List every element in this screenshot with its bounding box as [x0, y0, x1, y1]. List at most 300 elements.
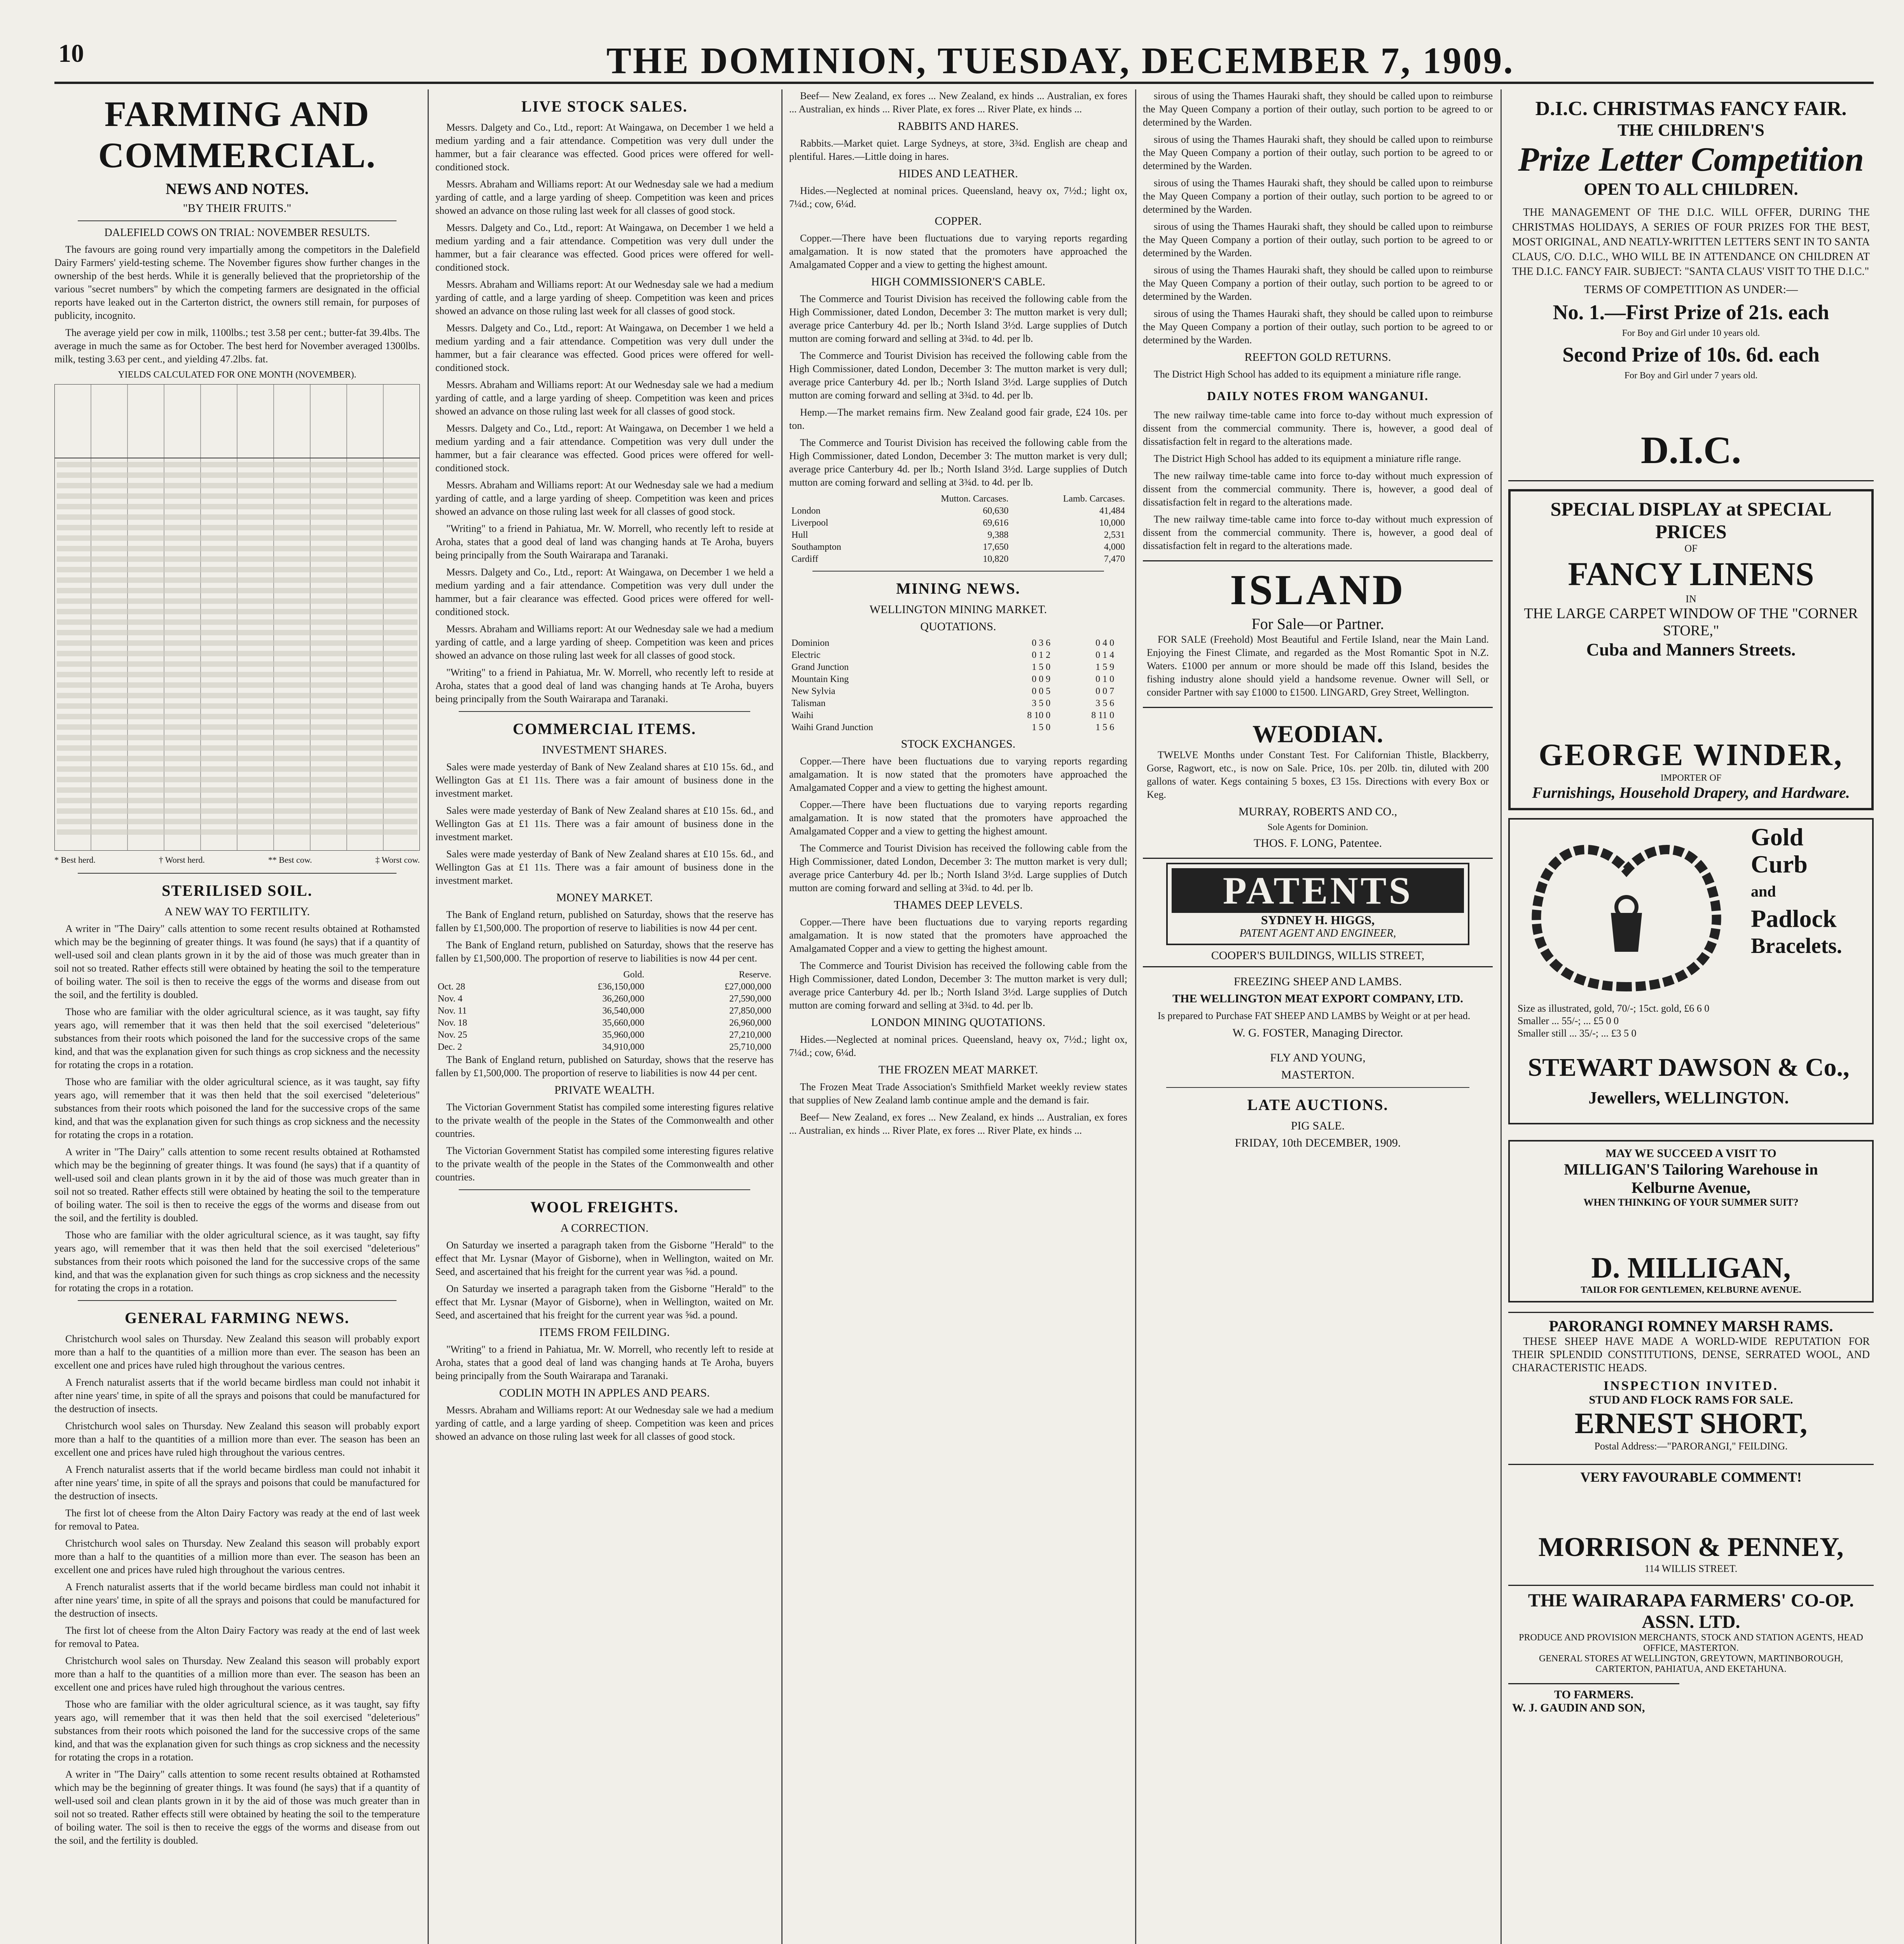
article-paragraph: Sales were made yesterday of Bank of New Zealand shares at £10 15s. 6d., and Wellington Gas at £1 11s. There was a fair amount of business done in the investment market.: [435, 761, 774, 799]
ad-text: THE LARGE CARPET WINDOW OF THE "CORNER STORE,": [1524, 605, 1858, 639]
morrison-ad: [1508, 1464, 1874, 1579]
table-row: [57, 672, 417, 677]
ad-headline: FANCY LINENS: [1568, 555, 1814, 593]
subheading: NEWS AND NOTES.: [166, 180, 309, 198]
article-paragraph: Messrs. Abraham and Williams report: At our Wednesday sale we had a medium yarding of cattle, and a large yarding of sheep. Competition was keen and prices showed an advance on those ruling last week for all classes of good stock.: [435, 1404, 774, 1442]
divider: [459, 1189, 750, 1190]
divider: [78, 873, 397, 874]
article-paragraph: Messrs. Abraham and Williams report: At our Wednesday sale we had a medium yarding of cattle, and a large yarding of sheep. Competition was keen and prices showed an advance on those ruling last week for all classes of good stock.: [435, 479, 774, 517]
ad-title: FLY AND YOUNG,: [1270, 1051, 1366, 1064]
article-paragraph: The Victorian Government Statist has compiled some interesting figures relative to the private wealth of the people in the States of the Commonwealth and other countries.: [435, 1101, 774, 1139]
price-line: Smaller still ... 35/-; ... £3 5 0: [1518, 1028, 1637, 1039]
table-row: [57, 504, 417, 509]
gold-table: [435, 969, 774, 1053]
ad-name: ERNEST SHORT,: [1574, 1407, 1808, 1440]
dic-ad: [1508, 89, 1874, 481]
table-row: [57, 514, 417, 520]
table-row: [57, 640, 417, 646]
table-row: [57, 766, 417, 772]
article-paragraph: The Commerce and Tourist Division has received the following cable from the High Commissioner, dated London, December 3: The mutton market is very dull; average price Canterbury 4d. per lb.; North Island 3½d. Large supplies of Dutch mutton are coming forward and selling at 3¾d. to 4d. per lb.: [789, 960, 1127, 1011]
weodian-ad: [1143, 716, 1493, 859]
article-paragraph: Hemp.—The market remains firm. New Zealand good fair grade, £24 10s. per ton.: [789, 407, 1127, 431]
article-paragraph: The Bank of England return, published on Saturday, shows that the reserve has fallen by £1,500,000. The proportion of reserve to liabilities is now 44 per cent.: [435, 909, 774, 934]
table-cell: [1116, 722, 1127, 734]
article-paragraph: A French naturalist asserts that if the world became birdless man could not inhabit it after nine years' time, in spite of all the sprays and poisons that could be manufactured for the destruction of insects.: [54, 1464, 420, 1502]
table-row: [57, 735, 417, 740]
ad-line: MAY WE SUCCEED A VISIT TO: [1605, 1147, 1776, 1160]
table-cell: [1116, 710, 1127, 722]
table-row: [57, 829, 417, 835]
ad-title: SPECIAL DISPLAY at SPECIAL PRICES: [1550, 498, 1832, 542]
article-subtitle: A CORRECTION.: [560, 1222, 649, 1234]
ad-subtitle: For Sale—or Partner.: [1251, 615, 1384, 633]
article-paragraph: Christchurch wool sales on Thursday. New Zealand this season will probably export more than a half to the quantities of a million more than ever. The season has been an excellent one and prices have ruled high throughout the various centres.: [54, 1655, 420, 1693]
article-paragraph: Those who are familiar with the older agricultural science, as it was taught, say fifty years ago, will remember that it was then held that the soil exercised "deleterious" substances from their roots which poisoned the land for the successive crops of the same kind, and that was the explanation given for such things as crop sickness and the necessity for rotating the crops in a rotation.: [54, 1229, 420, 1294]
ad-terms: TERMS OF COMPETITION AS UNDER:—: [1584, 283, 1798, 296]
table-cell: 0 1 0: [1095, 674, 1114, 684]
table-row: [789, 637, 1127, 649]
ad-title: D.I.C. CHRISTMAS FANCY FAIR.: [1535, 98, 1847, 120]
ad-word: Curb: [1751, 850, 1808, 878]
ad-company: THE WELLINGTON MEAT EXPORT COMPANY, LTD.: [1172, 992, 1463, 1005]
article-paragraph: Christchurch wool sales on Thursday. New Zealand this season will probably export more than a half to the quantities of a million more than ever. The season has been an excellent one and prices have ruled high throughout the various centres.: [54, 1538, 420, 1575]
table-cell: 27,850,000: [729, 1006, 771, 1016]
article-paragraph: Those who are familiar with the older agricultural science, as it was taught, say fifty years ago, will remember that it was then held that the soil exercised "deleterious" substances from their roots which poisoned the land for the successive crops of the same kind, and that was the explanation given for such things as crop sickness and the necessity for rotating the crops in a rotation.: [54, 1006, 420, 1070]
article-paragraph: Those who are familiar with the older agricultural science, as it was taught, say fifty years ago, will remember that it was then held that the soil exercised "deleterious" substances from their roots which poisoned the land for the successive crops of the same kind, and that was the explanation given for such things as crop sickness and the necessity for rotating the crops in a rotation.: [54, 1699, 420, 1763]
article-paragraph: Copper.—There have been fluctuations due to varying reports regarding amalgamation. It is now stated that the promoters have approached the Amalgamated Copper and a view to getting the highest amount.: [789, 755, 1127, 793]
article-paragraph: The first lot of cheese from the Alton Dairy Factory was ready at the end of last week for removal to Patea.: [54, 1625, 420, 1649]
table-cell: Nov. 25: [438, 1030, 467, 1040]
article-subtitle: HIDES AND LEATHER.: [898, 167, 1018, 180]
table-row: [435, 1017, 774, 1029]
table-row: [57, 577, 417, 583]
ad-line: MILLIGAN'S Tailoring Warehouse in: [1564, 1161, 1818, 1178]
article-paragraph: Those who are familiar with the older agricultural science, as it was taught, say fifty years ago, will remember that it was then held that the soil exercised "deleterious" substances from their roots which poisoned the land for the successive crops of the same kind, and that was the explanation given for such things as crop sickness and the necessity for rotating the crops in a rotation.: [54, 1076, 420, 1140]
ad-agent: MURRAY, ROBERTS AND CO.,: [1238, 805, 1397, 818]
table-cell: [1116, 661, 1127, 673]
ad-title: THE WAIRARAPA FARMERS' CO-OP. ASSN. LTD.: [1528, 1590, 1854, 1632]
table-cell: Southampton: [791, 542, 842, 552]
ad-name: GEORGE WINDER,: [1539, 738, 1843, 772]
jeweller-ad: [1508, 818, 1874, 1124]
table-cell: Liverpool: [791, 518, 828, 528]
article-paragraph: The District High School has added to its equipment a miniature rifle range.: [1154, 453, 1461, 464]
table-cell: 0 0 5: [1032, 686, 1051, 696]
table-cell: Nov. 4: [438, 994, 463, 1004]
article-paragraph: The Frozen Meat Trade Association's Smithfield Market weekly review states that supplies of New Zealand lamb continue ample and the demand is fair.: [789, 1081, 1127, 1106]
table-cell: Electric: [791, 650, 821, 660]
ad-title: FREEZING SHEEP AND LAMBS.: [1233, 975, 1402, 988]
article-paragraph: The Bank of England return, published on Saturday, shows that the reserve has fallen by £1,500,000. The proportion of reserve to liabilities is now 44 per cent.: [435, 939, 774, 964]
article-paragraph: The Commerce and Tourist Division has received the following cable from the High Commissioner, dated London, December 3: The mutton market is very dull; average price Canterbury 4d. per lb.; North Island 3½d. Large supplies of Dutch mutton are coming forward and selling at 3¾d. to 4d. per lb.: [789, 843, 1127, 893]
article-paragraph: Messrs. Abraham and Williams report: At our Wednesday sale we had a medium yarding of cattle, and a large yarding of sheep. Competition was keen and prices showed an advance on those ruling last week for all classes of good stock.: [435, 178, 774, 216]
article-paragraph: Copper.—There have been fluctuations due to varying reports regarding amalgamation. It is now stated that the promoters have approached the Amalgamated Copper and a view to getting the highest amount.: [789, 799, 1127, 837]
article-title: DALEFIELD COWS ON TRIAL: NOVEMBER RESULTS.: [104, 227, 370, 239]
table-row: [57, 724, 417, 730]
ad-prize: No. 1.—First Prize of 21s. each: [1553, 301, 1829, 324]
ad-title: WEODIAN.: [1252, 720, 1383, 748]
table-cell: 10,820: [983, 554, 1009, 564]
dic-logo: D.I.C.: [1640, 428, 1742, 472]
article-paragraph: The average yield per cow in milk, 1100lbs.; test 3.58 per cent.; butter-fat 39.4lbs. The average in much the same as for October. The best herd for November averaged 1300lbs. milk, testing 3.63 per cent., and yielding 47.2lbs. fat.: [54, 327, 420, 365]
table-row: [57, 525, 417, 530]
table-row: [789, 673, 1127, 685]
article-paragraph: Messrs. Abraham and Williams report: At our Wednesday sale we had a medium yarding of cattle, and a large yarding of sheep. Competition was keen and prices showed an advance on those ruling last week for all classes of good stock.: [435, 279, 774, 316]
masthead-rule: [54, 82, 1874, 84]
table-cell: 41,484: [1099, 506, 1125, 516]
table-row: [789, 529, 1127, 541]
article-subtitle: THE FROZEN MEAT MARKET.: [878, 1063, 1038, 1076]
article-subtitle: INVESTMENT SHARES.: [542, 743, 667, 756]
table-row: [57, 535, 417, 541]
article-paragraph: The new railway time-table came into force to-day without much expression of dissent from the commercial community. There is, however, a good deal of dissatisfaction felt in regard to the alterations made.: [1143, 470, 1493, 508]
ad-name: MORRISON & PENNEY,: [1538, 1532, 1844, 1562]
table-cell: 0 1 2: [1032, 650, 1051, 660]
footnote: * Best herd.: [54, 855, 96, 865]
ad-headline: [1751, 823, 1864, 960]
divider: [812, 571, 1104, 572]
article-paragraph: sirous of using the Thames Hauraki shaft, they should be called upon to reimburse the May Queen Company a portion of their outlay, such portion to be agreed to or determined by the Warden.: [1143, 177, 1493, 215]
table-cell: 8 10 0: [1027, 710, 1051, 720]
table-header: [435, 969, 520, 981]
article-paragraph: The Commerce and Tourist Division has received the following cable from the High Commissioner, dated London, December 3: The mutton market is very dull; average price Canterbury 4d. per lb.; North Island 3½d. Large supplies of Dutch mutton are coming forward and selling at 3¾d. to 4d. per lb.: [789, 293, 1127, 344]
table-cell: Mountain King: [791, 674, 849, 684]
article-paragraph: Copper.—There have been fluctuations due to varying reports regarding amalgamation. It is now stated that the promoters have approached the Amalgamated Copper and a view to getting the highest amount.: [789, 233, 1127, 270]
ad-sub: Jewellers, WELLINGTON.: [1588, 1088, 1789, 1107]
article-subtitle: RABBITS AND HARES.: [898, 120, 1019, 133]
table-row: [57, 588, 417, 593]
table-cell: 1 5 0: [1032, 662, 1051, 672]
table-cell: 69,616: [983, 518, 1009, 528]
article-paragraph: Messrs. Dalgety and Co., Ltd., report: At Waingawa, on December 1 we held a medium yarding and a fair attendance. Competition was very dull under the hammer, but a fair clearance was effected. Good prices were offered for well-conditioned stock.: [435, 322, 774, 373]
section-heading: FARMING AND COMMERCIAL.: [98, 94, 376, 175]
table-cell: Waihi: [791, 710, 814, 720]
mining-quotes-table: [789, 637, 1127, 734]
article-subtitle: A NEW WAY TO FERTILITY.: [164, 905, 310, 918]
column-mining: [1143, 89, 1493, 1944]
article-paragraph: The Commerce and Tourist Division has received the following cable from the High Commissioner, dated London, December 3: The mutton market is very dull; average price Canterbury 4d. per lb.; North Island 3½d. Large supplies of Dutch mutton are coming forward and selling at 3¾d. to 4d. per lb.: [789, 437, 1127, 488]
article-title: GENERAL FARMING NEWS.: [125, 1309, 349, 1327]
table-row: [789, 722, 1127, 734]
table-row: [789, 517, 1127, 529]
ad-text: IN: [1686, 593, 1696, 605]
table-row: [57, 819, 417, 824]
table-cell: Nov. 18: [438, 1018, 467, 1028]
divider: [459, 711, 750, 712]
mutton-table: [789, 493, 1127, 565]
table-row: [57, 462, 417, 467]
ad-name: W. J. GAUDIN AND SON,: [1512, 1701, 1645, 1714]
column-divider: [781, 89, 783, 1944]
table-cell: Talisman: [791, 698, 826, 708]
article-paragraph: Messrs. Abraham and Williams report: At our Wednesday sale we had a medium yarding of cattle, and a large yarding of sheep. Competition was keen and prices showed an advance on those ruling last week for all classes of good stock.: [435, 623, 774, 661]
linens-ad: [1508, 489, 1874, 810]
table-row: [789, 710, 1127, 722]
table-cell: 27,210,000: [729, 1030, 771, 1040]
article-paragraph: The Victorian Government Statist has compiled some interesting figures relative to the private wealth of the people in the States of the Commonwealth and other countries.: [435, 1145, 774, 1183]
article-paragraph: Messrs. Abraham and Williams report: At our Wednesday sale we had a medium yarding of cattle, and a large yarding of sheep. Competition was keen and prices showed an advance on those ruling last week for all classes of good stock.: [435, 379, 774, 417]
table-row: [57, 556, 417, 562]
table-cell: 26,960,000: [729, 1018, 771, 1028]
article-paragraph: "Writing" to a friend in Pahiatua, Mr. W. Morrell, who recently left to reside at Aroha, states that a good deal of land was changing hands at Te Aroha, buyers being principally from the South Wairarapa and Taranaki.: [435, 667, 774, 705]
article-paragraph: "Writing" to a friend in Pahiatua, Mr. W. Morrell, who recently left to reside at Aroha, states that a good deal of land was changing hands at Te Aroha, buyers being principally from the South Wairarapa and Taranaki.: [435, 1344, 774, 1381]
article-paragraph: A French naturalist asserts that if the world became birdless man could not inhabit it after nine years' time, in spite of all the sprays and poisons that could be manufactured for the destruction of insects.: [54, 1581, 420, 1619]
article-paragraph: sirous of using the Thames Hauraki shaft, they should be called upon to reimburse the May Queen Company a portion of their outlay, such portion to be agreed to or determined by the Warden.: [1143, 221, 1493, 259]
table-cell: [1116, 637, 1127, 649]
ad-title: PARORANGI ROMNEY MARSH RAMS.: [1549, 1317, 1833, 1335]
ad-address: Postal Address:—"PARORANGI," FEILDING.: [1594, 1441, 1788, 1452]
article-subtitle: STOCK EXCHANGES.: [901, 738, 1016, 750]
table-row: [435, 1005, 774, 1017]
price-list: [1518, 1002, 1860, 1040]
article-paragraph: The new railway time-table came into force to-day without much expression of dissent from the commercial community. There is, however, a good deal of dissatisfaction felt in regard to the alterations made.: [1143, 514, 1493, 551]
table-cell: Dominion: [791, 638, 830, 648]
table-row: [789, 661, 1127, 673]
article-paragraph: The Bank of England return, published on Saturday, shows that the reserve has fallen by £1,500,000. The proportion of reserve to liabilities is now 44 per cent.: [435, 1054, 774, 1079]
article-paragraph: Christchurch wool sales on Thursday. New Zealand this season will probably export more than a half to the quantities of a million more than ever. The season has been an excellent one and prices have ruled high throughout the various centres.: [54, 1420, 420, 1458]
ad-sub: PRODUCE AND PROVISION MERCHANTS, STOCK AND STATION AGENTS, HEAD OFFICE, MASTERTON.: [1519, 1633, 1863, 1653]
ad-agent: Sole Agents for Dominion.: [1267, 822, 1368, 832]
table-cell: 25,710,000: [729, 1042, 771, 1052]
table-row: [57, 682, 417, 688]
table-cell: [1116, 649, 1127, 661]
article-subtitle: FRIDAY, 10th DECEMBER, 1909.: [1235, 1136, 1401, 1149]
ad-street: Cuba and Manners Streets.: [1586, 640, 1796, 659]
table-cell: Grand Junction: [791, 662, 849, 672]
table-cell: 1 5 6: [1095, 722, 1114, 732]
article-paragraph: Sales were made yesterday of Bank of New Zealand shares at £10 15s. 6d., and Wellington Gas at £1 11s. There was a fair amount of business done in the investment market.: [435, 848, 774, 886]
ad-sub: TAILOR FOR GENTLEMEN, KELBURNE AVENUE.: [1581, 1285, 1801, 1295]
newspaper-title: THE DOMINION, TUESDAY, DECEMBER 7, 1909.: [606, 40, 1514, 81]
table-cell: £27,000,000: [725, 982, 771, 992]
ad-title: ISLAND: [1230, 566, 1406, 614]
column-markets: [789, 89, 1127, 1944]
table-title: YIELDS CALCULATED FOR ONE MONTH (NOVEMBER).: [118, 370, 356, 380]
table-header: Reserve.: [739, 970, 771, 980]
column-divider: [428, 89, 429, 1944]
table-row: [57, 493, 417, 499]
article-paragraph: "Writing" to a friend in Pahiatua, Mr. W. Morrell, who recently left to reside at Aroha, states that a good deal of land was changing hands at Te Aroha, buyers being principally from the South Wairarapa and Taranaki.: [435, 523, 774, 561]
article-paragraph: Messrs. Dalgety and Co., Ltd., report: At Waingawa, on December 1 we held a medium yarding and a fair attendance. Competition was very dull under the hammer, but a fair clearance was effected. Good prices were offered for well-conditioned stock.: [435, 122, 774, 173]
table-row: [435, 993, 774, 1005]
table-cell: 3 5 0: [1032, 698, 1051, 708]
table-row: [57, 777, 417, 782]
table-row: [435, 1041, 774, 1053]
ad-body: TWELVE Months under Constant Test. For Californian Thistle, Blackberry, Gorse, Ragwort, etc., is now on Sale. Price, 10s. per 20lb. tin, diluted with 200 gallons of water. Kegs containing 5 boxes, £3 15s. Directions with every Box or Keg.: [1147, 749, 1489, 800]
table-cell: 1 5 9: [1095, 662, 1114, 672]
table-cell: 34,910,000: [602, 1042, 645, 1052]
footnote: † Worst herd.: [159, 855, 205, 865]
table-row: [57, 630, 417, 635]
table-cell: 0 0 7: [1095, 686, 1114, 696]
table-row: [435, 1029, 774, 1041]
milligan-ad: [1508, 1140, 1874, 1302]
byline: "BY THEIR FRUITS.": [183, 202, 292, 215]
article-paragraph: Hides.—Neglected at nominal prices. Queensland, heavy ox, 7½d.; light ox, 7¼d.; cow, 6¼d.: [789, 185, 1127, 210]
article-subtitle: HIGH COMMISSIONER'S CABLE.: [871, 275, 1045, 288]
table-row: [57, 546, 417, 551]
farmers-ad: [1508, 1683, 1679, 1718]
article-paragraph: The District High School has added to its equipment a miniature rifle range.: [1154, 369, 1461, 380]
article-paragraph: The first lot of cheese from the Alton Dairy Factory was ready at the end of last week for removal to Patea.: [54, 1507, 420, 1532]
ad-name: STEWART DAWSON & Co.,: [1528, 1053, 1850, 1082]
table-cell: 4,000: [1104, 542, 1125, 552]
ad-headline: Prize Letter Competition: [1518, 141, 1864, 178]
article-paragraph: sirous of using the Thames Hauraki shaft, they should be called upon to reimburse the May Queen Company a portion of their outlay, such portion to be agreed to or determined by the Warden.: [1143, 90, 1493, 128]
ad-word: Padlock: [1751, 905, 1837, 932]
ad-line: WHEN THINKING OF YOUR SUMMER SUIT?: [1583, 1197, 1799, 1208]
table-cell: 2,531: [1104, 530, 1125, 540]
table-row: [57, 808, 417, 814]
table-cell: [1116, 673, 1127, 685]
table-row: [789, 553, 1127, 565]
table-cell: 9,388: [987, 530, 1009, 540]
ad-subtitle: THE CHILDREN'S: [1618, 121, 1764, 140]
article-paragraph: Hides.—Neglected at nominal prices. Queensland, heavy ox, 7½d.; light ox, 7¼d.; cow, 6¼d.: [789, 1034, 1127, 1058]
ad-title: PATENTS: [1172, 868, 1464, 913]
divider: [1166, 1087, 1469, 1088]
wairarapa-ad: [1508, 1585, 1874, 1678]
ad-address: 114 WILLIS STREET.: [1644, 1563, 1738, 1574]
article-title: LATE AUCTIONS.: [1247, 1096, 1389, 1114]
ad-body: FOR SALE (Freehold) Most Beautiful and Fertile Island, near the Main Land. Enjoying the Finest Climate, and regarded as the Most Romantic Spot in N.Z. Waters. £1000 per annum or more should be made off this Island, besides the fishing industry alone should yield a handsome revenue. Owner will Sell, or consider Partner with say £1000 to £1500. LINGARD, Grey Street, Wellington.: [1147, 634, 1489, 698]
article-paragraph: A writer in "The Dairy" calls attention to some recent results obtained at Rothamsted which may be the beginning of greater things. It was found (he says) that if a quantity of well-used soil and clean plants grown in it by the aid of those was much greater than in soil not so treated. Rather effects still were obtained by heating the soil to the temperature of boiling water. The soil is then to receive the eggs of the worms and disease from out the soil, and the fertility is doubled.: [54, 1769, 420, 1846]
table-cell: 35,660,000: [602, 1018, 645, 1028]
table-row: [789, 541, 1127, 553]
table-row: [789, 685, 1127, 698]
table-cell: 36,260,000: [602, 994, 645, 1004]
patents-ad: [1166, 863, 1469, 945]
article-title: COMMERCIAL ITEMS.: [513, 720, 696, 738]
price-line: Size as illustrated, gold, 70/-; 15ct. gold, £6 6 0: [1518, 1003, 1710, 1014]
table-row: [57, 472, 417, 478]
ad-role: PATENT AGENT AND ENGINEER,: [1239, 927, 1396, 939]
table-row: [435, 981, 774, 993]
table-cell: Nov. 11: [438, 1006, 467, 1016]
article-title: STERILISED SOIL.: [162, 882, 313, 899]
article-paragraph: sirous of using the Thames Hauraki shaft, they should be called upon to reimburse the May Queen Company a portion of their outlay, such portion to be agreed to or determined by the Warden.: [1143, 134, 1493, 171]
article-paragraph: Christchurch wool sales on Thursday. New Zealand this season will probably export more than a half to the quantities of a million more than ever. The season has been an excellent one and prices have ruled high throughout the various centres.: [54, 1333, 420, 1371]
table-row: [57, 651, 417, 656]
article-paragraph: The favours are going round very impartially among the competitors in the Dalefield Dairy Farmers' yield-testing scheme. The November figures show further changes in the ownership of the best herds. While it is generally believed that the proprietorship of the various "secret numbers" by which the competing farmers are designated in the official reports have leaked out in the Carterton district, the owners still remain, for purposes of publicity, incognito.: [54, 244, 420, 321]
table-row: [789, 649, 1127, 661]
table-row: [57, 619, 417, 625]
table-cell: 60,630: [983, 506, 1009, 516]
table-cell: 35,960,000: [602, 1030, 645, 1040]
article-paragraph: A French naturalist asserts that if the world became birdless man could not inhabit it after nine years' time, in spite of all the sprays and poisons that could be manufactured for the destruction of insects.: [54, 1377, 420, 1414]
footnote: ‡ Worst cow.: [375, 855, 420, 865]
article-subtitle: PIG SALE.: [1291, 1119, 1345, 1132]
table-cell: 0 3 6: [1032, 638, 1051, 648]
table-cell: 1 5 0: [1032, 722, 1051, 732]
article-paragraph: sirous of using the Thames Hauraki shaft, they should be called upon to reimburse the May Queen Company a portion of their outlay, such portion to be agreed to or determined by the Warden.: [1143, 308, 1493, 346]
column-divider: [1135, 89, 1136, 1944]
ad-title: TO FARMERS.: [1554, 1688, 1633, 1701]
ad-tagline: OPEN TO ALL CHILDREN.: [1584, 180, 1798, 199]
footnote: ** Best cow.: [268, 855, 312, 865]
article-paragraph: Beef— New Zealand, ex fores ... New Zealand, ex hinds ... Australian, ex fores ... Australian, ex hinds ... River Plate, ex fores ... River Plate, ex hinds ...: [789, 90, 1127, 115]
table-cell: [1116, 685, 1127, 698]
price-line: Smaller ... 55/-; ... £5 0 0: [1518, 1015, 1619, 1026]
table-cell: 0 0 9: [1032, 674, 1051, 684]
ad-word: and: [1751, 883, 1776, 900]
table-cell: [1116, 698, 1127, 710]
table-row: [57, 787, 417, 793]
article-paragraph: The new railway time-table came into force to-day without much expression of dissent from the commercial community. There is, however, a good deal of dissatisfaction felt in regard to the alterations made.: [1143, 409, 1493, 447]
ad-text: OF: [1684, 543, 1698, 554]
ad-signature: W. G. FOSTER, Managing Director.: [1232, 1026, 1403, 1039]
article-paragraph: Messrs. Dalgety and Co., Ltd., report: At Waingawa, on December 1 we held a medium yarding and a fair attendance. Competition was very dull under the hammer, but a fair clearance was effected. Good prices were offered for well-conditioned stock.: [435, 566, 774, 617]
article-paragraph: sirous of using the Thames Hauraki shaft, they should be called upon to reimburse the May Queen Company a portion of their outlay, such portion to be agreed to or determined by the Warden.: [1143, 264, 1493, 302]
article-title: DAILY NOTES FROM WANGANUI.: [1207, 389, 1429, 403]
table-row: [57, 703, 417, 709]
article-paragraph: Messrs. Dalgety and Co., Ltd., report: At Waingawa, on December 1 we held a medium yarding and a fair attendance. Competition was very dull under the hammer, but a fair clearance was effected. Good prices were offered for well-conditioned stock.: [435, 423, 774, 474]
table-cell: 17,650: [983, 542, 1009, 552]
ad-branches: GENERAL STORES AT WELLINGTON, GREYTOWN, MARTINBOROUGH, CARTERTON, PAHIATUA, AND EKETAHUNA.: [1539, 1654, 1843, 1674]
table-row: [57, 483, 417, 488]
article-subtitle: CODLIN MOTH IN APPLES AND PEARS.: [499, 1386, 710, 1399]
divider: [78, 220, 397, 221]
ad-text: IMPORTER OF: [1660, 773, 1722, 783]
table-row: [789, 505, 1127, 517]
ad-line: STUD AND FLOCK RAMS FOR SALE.: [1589, 1393, 1793, 1406]
freezing-ad: [1143, 966, 1493, 1047]
table-cell: London: [791, 506, 821, 516]
table-row: [57, 756, 417, 761]
table-row: [57, 798, 417, 803]
romney-ad: [1508, 1312, 1874, 1456]
table-cell: £36,150,000: [597, 982, 645, 992]
column-farming: [54, 89, 420, 1944]
table-row: [57, 598, 417, 604]
table-cell: Cardiff: [791, 554, 818, 564]
article-paragraph: The Commerce and Tourist Division has received the following cable from the High Commissioner, dated London, December 3: The mutton market is very dull; average price Canterbury 4d. per lb.; North Island 3½d. Large supplies of Dutch mutton are coming forward and selling at 3¾d. to 4d. per lb.: [789, 350, 1127, 401]
table-cell: 36,540,000: [602, 1006, 645, 1016]
table-header: Mutton. Carcases.: [941, 494, 1009, 504]
article-paragraph: Rabbits.—Market quiet. Large Sydneys, at store, 3¾d. English are cheap and plentiful. Hares.—Little doing in hares.: [789, 138, 1127, 162]
ad-body: Is prepared to Purchase FAT SHEEP AND LAMBS by Weight or at per head.: [1158, 1010, 1471, 1021]
ad-prize: Second Prize of 10s. 6d. each: [1562, 343, 1820, 366]
bracelet-illustration: [1518, 823, 1735, 995]
article-title: WOOL FREIGHTS.: [530, 1198, 679, 1216]
ad-goods: Furnishings, Household Drapery, and Hardware.: [1532, 784, 1850, 801]
ad-prize-note: For Boy and Girl under 7 years old.: [1624, 371, 1758, 381]
article-subtitle: PRIVATE WEALTH.: [554, 1084, 655, 1096]
masthead: [0, 0, 1904, 81]
ad-body: THESE SHEEP HAVE MADE A WORLD-WIDE REPUTATION FOR THEIR SPLENDID CONSTITUTIONS, DENSE, SERRATED WOOL, AND CHARACTERISTIC HEADS.: [1512, 1336, 1870, 1374]
article-paragraph: A writer in "The Dairy" calls attention to some recent results obtained at Rothamsted which may be the beginning of greater things. It was found (he says) that if a quantity of well-used soil and clean plants grown in it by the aid of those was much greater than in soil not so treated. Rather effects still were obtained by heating the soil to the temperature of boiling water. The soil is then to receive the eggs of the worms and disease from out the soil, and the fertility is doubled.: [54, 923, 420, 1000]
table-cell: Dec. 2: [438, 1042, 462, 1052]
ad-word: Gold: [1751, 823, 1804, 851]
article-paragraph: On Saturday we inserted a paragraph taken from the Gisborne "Herald" to the effect that Mr. Lysnar (Mayor of Gisborne), when in Wellington, waited on Mr. Seed, and ascertained that his freight for the current year was ⅝d. a pound.: [435, 1239, 774, 1277]
ad-address: COOPER'S BUILDINGS, WILLIS STREET,: [1211, 949, 1425, 962]
article-title: MINING NEWS.: [896, 580, 1020, 597]
table-row: [57, 609, 417, 614]
article-title: LIVE STOCK SALES.: [521, 98, 688, 115]
ad-place: MASTERTON.: [1281, 1068, 1355, 1081]
table-cell: 0 4 0: [1095, 638, 1114, 648]
article-paragraph: Copper.—There have been fluctuations due to varying reports regarding amalgamation. It is now stated that the promoters have approached the Amalgamated Copper and a view to getting the highest amount.: [789, 916, 1127, 954]
article-paragraph: Messrs. Dalgety and Co., Ltd., report: At Waingawa, on December 1 we held a medium yarding and a fair attendance. Competition was very dull under the hammer, but a fair clearance was effected. Good prices were offered for well-conditioned stock.: [435, 222, 774, 273]
table-cell: Hull: [791, 530, 808, 540]
page-number: 10: [58, 39, 84, 68]
table-cell: 3 5 6: [1095, 698, 1114, 708]
ad-name: SYDNEY H. HIGGS,: [1261, 913, 1375, 927]
table-header: [789, 493, 884, 505]
article-subtitle: MONEY MARKET.: [556, 891, 653, 904]
table-header: Gold.: [623, 970, 645, 980]
ad-title: VERY FAVOURABLE COMMENT!: [1580, 1469, 1802, 1485]
